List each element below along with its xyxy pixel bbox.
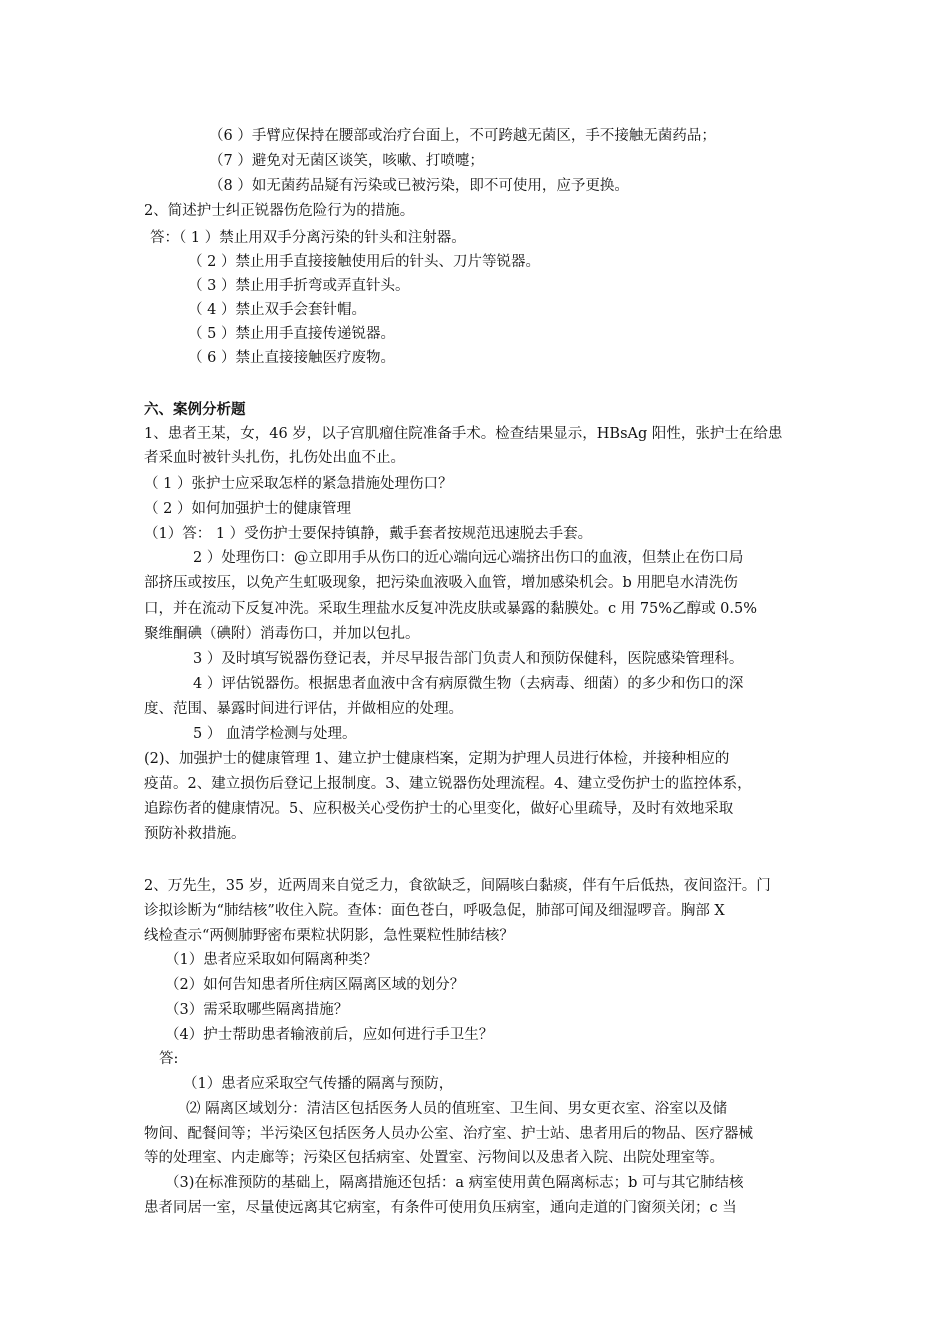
case2-line: 2、万先生，35 岁，近两周来自觉乏力，食欲缺乏，间隔咳白黏痰，伴有午后低热，夜间盗汗。门 — [144, 878, 771, 894]
section-heading: 六、案例分析题 — [144, 402, 246, 418]
case2-line: 诊拟诊断为“肺结核”收住入院。查体：面色苍白，呼吸急促，肺部可闻及细湿啰音。胸部 X — [144, 903, 725, 919]
case2-line: （4）护士帮助患者输液前后，应如何进行手卫生？ — [165, 1027, 494, 1043]
case2-line: （1）患者应采取空气传播的隔离与预防， — [183, 1076, 454, 1092]
answer-item: （ 2 ）禁止用手直接接触使用后的针头、刀片等锐器。 — [188, 254, 540, 270]
item-8: （8 ）如无菌药品疑有污染或已被污染，即不可使用，应予更换。 — [209, 178, 629, 194]
case1-line: （ 1 ）张护士应采取怎样的紧急措施处理伤口？ — [144, 476, 453, 492]
case1-line: 1、患者王某，女，46 岁，以子宫肌瘤住院准备手术。检查结果显示，HBsAg 阳性，张护士在给患 — [144, 426, 783, 442]
case1-line: 4 ）评估锐器伤。根据患者血液中含有病原微生物（去病毒、细菌）的多少和伤口的深 — [193, 676, 744, 692]
case1-line: 者采血时被针头扎伤，扎伤处出血不止。 — [144, 450, 405, 466]
case1-line: 追踪伤者的健康情况。5、应积极关心受伤护士的心里变化，做好心里疏导，及时有效地采取 — [144, 801, 734, 817]
case1-line: 口，并在流动下反复冲洗。采取生理盐水反复冲洗皮肤或暴露的黏膜处。c 用 75%乙醇或 0.5% — [144, 601, 758, 617]
case1-line: 聚维酮碘（碘附）消毒伤口，并加以包扎。 — [144, 626, 420, 642]
case1-line: 疫苗。2、建立损伤后登记上报制度。3、建立锐器伤处理流程。4、建立受伤护士的监控体系， — [144, 776, 752, 792]
case1-line: 2 ）处理伤口：@立即用手从伤口的近心端向远心端挤出伤口的血液，但禁止在伤口局 — [193, 550, 744, 566]
case2-line: （1）患者应采取如何隔离种类？ — [165, 952, 378, 968]
case1-line: （1）答： 1 ）受伤护士要保持镇静，戴手套者按规范迅速脱去手套。 — [144, 526, 593, 542]
item-7: （7 ）避免对无菌区谈笑，咳嗽、打喷嚏； — [209, 153, 484, 169]
answer-lead: 答：（ 1 ）禁止用双手分离污染的针头和注射器。 — [150, 230, 466, 246]
answer-item: （ 3 ）禁止用手折弯或弄直针头。 — [188, 278, 410, 294]
case1-line: 预防补救措施。 — [144, 826, 246, 842]
case2-line: （3)在标准预防的基础上，隔离措施还包括：a 病室使用黄色隔离标志；b 可与其它肺结核 — [165, 1175, 744, 1191]
case1-line: 部挤压或按压，以免产生虹吸现象，把污染血液吸入血管，增加感染机会。b 用肥皂水清洗伤 — [144, 575, 738, 591]
case1-line: (2)、加强护士的健康管理 1、建立护士健康档案，定期为护理人员进行体检，并接种相应的 — [144, 751, 730, 767]
answer-item: （ 4 ）禁止双手会套针帽。 — [188, 302, 366, 318]
case2-line: 等的处理室、内走廊等；污染区包括病室、处置室、污物间以及患者入院、出院处理室等。 — [144, 1150, 724, 1166]
case2-line: 线检查示“两侧肺野密布栗粒状阴影，急性粟粒性肺结核？ — [144, 928, 514, 944]
question-2: 2、简述护士纠正锐器伤危险行为的措施。 — [144, 203, 415, 219]
case2-line: 答: — [159, 1051, 179, 1067]
answer-item: （ 6 ）禁止直接接触医疗废物。 — [188, 350, 395, 366]
case2-line: ⑵ 隔离区域划分：清洁区包括医务人员的值班室、卫生间、男女更衣室、浴室以及储 — [186, 1101, 728, 1117]
case1-line: 5 ） 血清学检测与处理。 — [193, 726, 357, 742]
case1-line: （ 2 ）如何加强护士的健康管理 — [144, 501, 351, 517]
case1-line: 3 ）及时填写锐器伤登记表，并尽早报告部门负责人和预防保健科，医院感染管理科。 — [193, 651, 744, 667]
item-6: （6 ）手臂应保持在腰部或治疗台面上，不可跨越无菌区，手不接触无菌药品； — [209, 128, 716, 144]
answer-item: （ 5 ）禁止用手直接传递锐器。 — [188, 326, 395, 342]
case2-line: 物间、配餐间等；半污染区包括医务人员办公室、治疗室、护士站、患者用后的物品、医疗器械 — [144, 1126, 753, 1142]
case2-line: （3）需采取哪些隔离措施？ — [165, 1002, 349, 1018]
case1-line: 度、范围、暴露时间进行评估，并做相应的处理。 — [144, 701, 463, 717]
case2-line: 患者同居一室，尽量使远离其它病室，有条件可使用负压病室，通向走道的门窗须关闭；c 当 — [144, 1200, 737, 1216]
case2-line: （2）如何告知患者所住病区隔离区域的划分？ — [165, 977, 465, 993]
